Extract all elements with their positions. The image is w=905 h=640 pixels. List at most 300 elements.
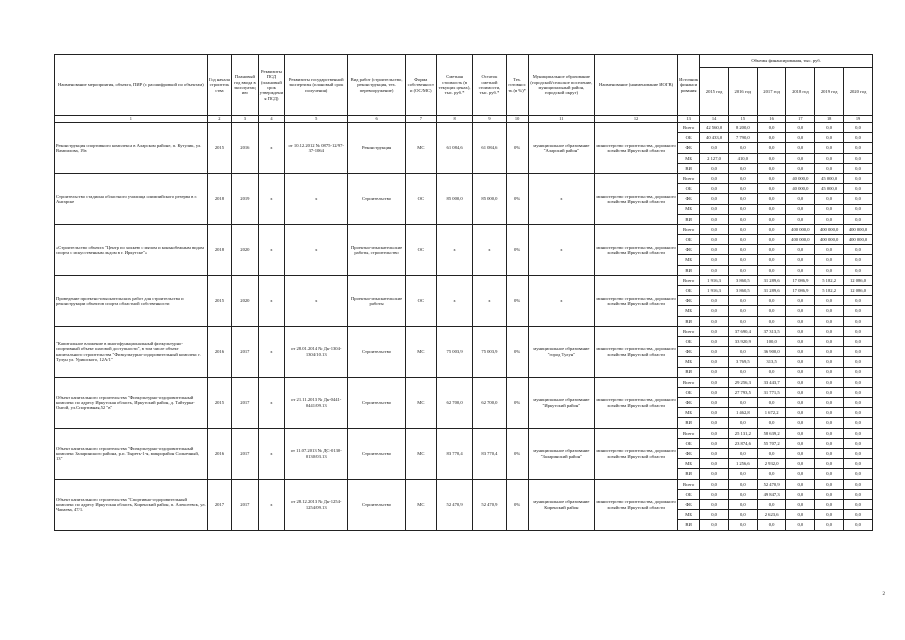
readiness: 0% xyxy=(506,377,528,428)
funding-value: 0,0 xyxy=(757,204,786,214)
funding-value: 0,0 xyxy=(728,398,757,408)
funding-value: 0,0 xyxy=(844,438,873,448)
funding-value: 0,0 xyxy=(700,224,729,234)
funding-value: 58 639,2 xyxy=(757,428,786,438)
psd-details: х xyxy=(258,123,285,174)
funding-value: 45 000,0 xyxy=(815,184,844,194)
psd-details: х xyxy=(258,479,285,530)
funding-value: 3 769,5 xyxy=(728,357,757,367)
funding-value: 0,0 xyxy=(815,520,844,530)
funding-value: 52 470,9 xyxy=(757,479,786,489)
year-commission: 2020 xyxy=(232,275,259,326)
funding-source: ОБ xyxy=(678,235,700,245)
funding-value: 0,0 xyxy=(700,367,729,377)
funding-value: 0,0 xyxy=(844,418,873,428)
expertise-details: от 11.07.2013 № ДС-0130-0130/03.13 xyxy=(285,428,348,479)
funding-source: МБ xyxy=(678,459,700,469)
psd-details: х xyxy=(258,224,285,275)
funding-value: 0,0 xyxy=(700,408,729,418)
estimated-cost: 61 084,6 xyxy=(436,123,473,174)
funding-value: 0,0 xyxy=(786,143,815,153)
funding-value: 0,0 xyxy=(844,184,873,194)
funding-value: 36 900,0 xyxy=(757,347,786,357)
funding-value: 0,0 xyxy=(844,296,873,306)
funding-value: 0,0 xyxy=(815,499,844,509)
municipality: муниципальное образование Киренский район xyxy=(528,479,594,530)
funding-value: 0,0 xyxy=(728,469,757,479)
municipality: х xyxy=(528,173,594,224)
recipient-org: министерство строительства, дорожного хозяйства Иркутской области xyxy=(595,275,678,326)
year-commission: 2017 xyxy=(232,479,259,530)
funding-value: 0,0 xyxy=(815,510,844,520)
estimated-cost: х xyxy=(436,224,473,275)
estimated-cost: 83 770,4 xyxy=(436,428,473,479)
funding-value: 0,0 xyxy=(815,347,844,357)
funding-value: 27 793,5 xyxy=(728,387,757,397)
municipality: муниципальное образование "Заларинский район" xyxy=(528,428,594,479)
funding-value: 0,0 xyxy=(786,245,815,255)
funding-value: 0,0 xyxy=(700,296,729,306)
funding-value: 0,0 xyxy=(728,520,757,530)
column-number-row xyxy=(55,116,873,123)
ownership: МС xyxy=(405,377,436,428)
funding-value: 0,0 xyxy=(844,204,873,214)
funding-value: 0,0 xyxy=(700,428,729,438)
funding-value: 0,0 xyxy=(815,398,844,408)
funding-value: 5 182,2 xyxy=(815,286,844,296)
funding-value: 1 916,3 xyxy=(700,286,729,296)
funding-value: 0,0 xyxy=(786,459,815,469)
funding-value: 0,0 xyxy=(815,479,844,489)
psd-details: х xyxy=(258,326,285,377)
remaining-cost: 52 470,9 xyxy=(473,479,506,530)
funding-value: 410,0 xyxy=(728,153,757,163)
funding-value: 0,0 xyxy=(757,224,786,234)
header-row-1 xyxy=(55,55,873,68)
readiness: 0% xyxy=(506,123,528,174)
funding-value: 0,0 xyxy=(786,489,815,499)
funding-value: 31 289,6 xyxy=(757,286,786,296)
funding-source: ВИ xyxy=(678,418,700,428)
funding-value: 33 443,7 xyxy=(757,377,786,387)
funding-value: 0,0 xyxy=(786,265,815,275)
recipient-org: министерство строительства, дорожного хозяйства Иркутской области xyxy=(595,377,678,428)
funding-value: 0,0 xyxy=(815,408,844,418)
column-number: 9 xyxy=(473,116,506,123)
funding-value: 2 623,6 xyxy=(757,510,786,520)
funding-value: 0,0 xyxy=(844,377,873,387)
object-name: Объект капитального строительства "Физкультурно-оздоровительный комплекс Заларинского района, р.п. Тыреть-1-я, микрорайон Солнечный, 13" xyxy=(55,428,208,479)
expertise-details: от 28.12.2013 № Дк-1254-1254/09.13 xyxy=(285,479,348,530)
funding-value: 0,0 xyxy=(757,265,786,275)
funding-value: 0,0 xyxy=(844,428,873,438)
funding-value: 0,0 xyxy=(815,296,844,306)
funding-value: 0,0 xyxy=(757,235,786,245)
funding-value: 0,0 xyxy=(757,143,786,153)
funding-source: ВИ xyxy=(678,214,700,224)
funding-source: ОБ xyxy=(678,387,700,397)
funding-value: 0,0 xyxy=(786,336,815,346)
column-number: 4 xyxy=(258,116,285,123)
header-remaining: Остаток сметной стоимости, тыс. руб.* xyxy=(473,55,506,116)
funding-value: 0,0 xyxy=(728,316,757,326)
funding-value: 100,0 xyxy=(757,336,786,346)
table-row xyxy=(55,428,873,438)
funding-source: ОБ xyxy=(678,133,700,143)
recipient-org: министерство строительства, дорожного хозяйства Иркутской области xyxy=(595,326,678,377)
table-body xyxy=(55,123,873,531)
funding-value: 17 086,9 xyxy=(786,275,815,285)
header-est-cost: Сметная стоимость (в текущих ценах), тыс. руб.* xyxy=(436,55,473,116)
table-row xyxy=(55,123,873,133)
funding-value: 0,0 xyxy=(844,265,873,275)
funding-source: Всего xyxy=(678,275,700,285)
funding-source: МБ xyxy=(678,306,700,316)
funding-value: 0,0 xyxy=(700,479,729,489)
funding-value: 0,0 xyxy=(700,469,729,479)
funding-value: 0,0 xyxy=(844,408,873,418)
psd-details: х xyxy=(258,377,285,428)
header-name: Наименование мероприятия, объекта, ПИР (с расшифровкой по объектам) xyxy=(55,55,208,116)
expertise-details: от 28.01.2014 № Дк-1304-1304/10.13 xyxy=(285,326,348,377)
funding-source: МБ xyxy=(678,255,700,265)
column-number: 13 xyxy=(678,116,700,123)
funding-value: 0,0 xyxy=(815,489,844,499)
object-name: Объект капитального строительства "Физкультурно-оздоровительный комплекс по адресу Иркутская область, Иркутский район, д. Тайтурка-Онгой, ул.Спортивная,52 "в" xyxy=(55,377,208,428)
header-year: 2016 год xyxy=(728,68,757,116)
funding-value: 0,0 xyxy=(786,326,815,336)
column-number: 1 xyxy=(55,116,208,123)
funding-source: ФБ xyxy=(678,398,700,408)
readiness: 0% xyxy=(506,326,528,377)
object-name: Строительство стадиона областного училища олимпийского резерва в г. Ангарске xyxy=(55,173,208,224)
funding-value: 400 000,0 xyxy=(844,224,873,234)
funding-source: ВИ xyxy=(678,163,700,173)
recipient-org: министерство строительства, дорожного хозяйства Иркутской области xyxy=(595,123,678,174)
funding-value: 0,0 xyxy=(786,204,815,214)
ownership: ОС xyxy=(405,173,436,224)
ownership: МС xyxy=(405,123,436,174)
work-type: Строительство xyxy=(348,428,406,479)
funding-value: 0,0 xyxy=(844,326,873,336)
funding-value: 400 000,0 xyxy=(786,235,815,245)
funding-value: 0,0 xyxy=(757,296,786,306)
funding-value: 0,0 xyxy=(786,449,815,459)
funding-source: ВИ xyxy=(678,367,700,377)
table-row xyxy=(55,173,873,183)
column-number: 19 xyxy=(844,116,873,123)
funding-value: 0,0 xyxy=(786,520,815,530)
funding-value: 0,0 xyxy=(728,204,757,214)
funding-value: 12 086,0 xyxy=(844,275,873,285)
funding-value: 0,0 xyxy=(757,163,786,173)
year-commission: 2016 xyxy=(232,123,259,174)
funding-value: 0,0 xyxy=(757,245,786,255)
funding-value: 0,0 xyxy=(728,255,757,265)
funding-value: 0,0 xyxy=(700,398,729,408)
object-name: Реконструкция спортивного комплекса в Аларском районе, п. Кутулик, ул. Вампилова, 19а xyxy=(55,123,208,174)
funding-source: ФБ xyxy=(678,245,700,255)
funding-value: 0,0 xyxy=(728,194,757,204)
ownership: ОС xyxy=(405,224,436,275)
funding-value: 0,0 xyxy=(700,449,729,459)
column-number: 14 xyxy=(700,116,729,123)
ownership: МС xyxy=(405,479,436,530)
funding-value: 0,0 xyxy=(844,499,873,509)
funding-value: 2 127,0 xyxy=(700,153,729,163)
funding-value: 0,0 xyxy=(728,296,757,306)
funding-value: 0,0 xyxy=(757,418,786,428)
funding-value: 0,0 xyxy=(700,438,729,448)
funding-value: 0,0 xyxy=(844,245,873,255)
funding-value: 0,0 xyxy=(844,143,873,153)
funding-value: 0,0 xyxy=(700,336,729,346)
funding-value: 0,0 xyxy=(757,398,786,408)
funding-value: 0,0 xyxy=(757,520,786,530)
funding-value: 0,0 xyxy=(728,347,757,357)
funding-value: 0,0 xyxy=(700,387,729,397)
expertise-details: х xyxy=(285,224,348,275)
funding-source: ВИ xyxy=(678,316,700,326)
recipient-org: министерство строительства, дорожного хозяйства Иркутской области xyxy=(595,428,678,479)
funding-value: 0,0 xyxy=(786,123,815,133)
funding-value: 3 860,5 xyxy=(728,275,757,285)
funding-value: 0,0 xyxy=(844,510,873,520)
year-commission: 2019 xyxy=(232,173,259,224)
year-start: 2016 xyxy=(207,428,231,479)
funding-value: 0,0 xyxy=(786,316,815,326)
funding-value: 0,0 xyxy=(700,306,729,316)
year-start: 2015 xyxy=(207,123,231,174)
funding-value: 0,0 xyxy=(815,214,844,224)
funding-value: 0,0 xyxy=(757,214,786,224)
funding-value: 37 690,4 xyxy=(728,326,757,336)
estimated-cost: 85 000,0 xyxy=(436,173,473,224)
funding-value: 0,0 xyxy=(815,418,844,428)
funding-value: 0,0 xyxy=(728,224,757,234)
readiness: 0% xyxy=(506,173,528,224)
funding-value: 0,0 xyxy=(786,255,815,265)
funding-value: 0,0 xyxy=(786,479,815,489)
object-name: Объект капитального строительства "Спортивно-оздоровительный комплекс по адресу Иркутская область, Киренский район, п. Алексеевск, ул. Чапаева, 47/1. xyxy=(55,479,208,530)
funding-value: 0,0 xyxy=(757,153,786,163)
funding-source: ФБ xyxy=(678,296,700,306)
municipality: муниципальное образование "Аларский район" xyxy=(528,123,594,174)
funding-value: 0,0 xyxy=(844,194,873,204)
page-number: 2 xyxy=(882,592,885,597)
funding-value: 0,0 xyxy=(700,418,729,428)
funding-source: ФБ xyxy=(678,194,700,204)
object-name: "Капитальное вложение в многофункциональный физкультурно-спортивный объект шаговой доступности", в том числе объект капитального строительства "Физкультурно-оздоровительный комплекс г. Тулун ул. Уришского, 12А/1" xyxy=(55,326,208,377)
municipality: муниципальное образование "Иркутский район" xyxy=(528,377,594,428)
year-start: 2018 xyxy=(207,224,231,275)
funding-value: 55 707,2 xyxy=(757,438,786,448)
funding-value: 0,0 xyxy=(700,235,729,245)
ownership: МС xyxy=(405,428,436,479)
column-number: 11 xyxy=(528,116,594,123)
remaining-cost: 61 084,6 xyxy=(473,123,506,174)
funding-value: 0,0 xyxy=(700,326,729,336)
funding-value: 0,0 xyxy=(815,326,844,336)
year-start: 2016 xyxy=(207,326,231,377)
funding-source: ОБ xyxy=(678,438,700,448)
funding-source: Всего xyxy=(678,428,700,438)
funding-source: ВИ xyxy=(678,469,700,479)
funding-value: 0,0 xyxy=(844,489,873,499)
funding-value: 0,0 xyxy=(815,438,844,448)
funding-value: 0,0 xyxy=(757,194,786,204)
remaining-cost: 62 700,0 xyxy=(473,377,506,428)
funding-value: 0,0 xyxy=(786,510,815,520)
funding-value: 0,0 xyxy=(757,123,786,133)
funding-value: 40 433,0 xyxy=(700,133,729,143)
funding-value: 400 000,0 xyxy=(786,224,815,234)
funding-value: 0,0 xyxy=(757,133,786,143)
ownership: ОС xyxy=(405,275,436,326)
funding-value: 37 313,5 xyxy=(757,326,786,336)
funding-value: 0,0 xyxy=(786,398,815,408)
municipality: х xyxy=(528,275,594,326)
funding-source: Всего xyxy=(678,123,700,133)
column-number: 10 xyxy=(506,116,528,123)
column-number: 6 xyxy=(348,116,406,123)
funding-value: 0,0 xyxy=(844,123,873,133)
funding-value: 0,0 xyxy=(700,214,729,224)
column-number: 8 xyxy=(436,116,473,123)
funding-value: 0,0 xyxy=(844,459,873,469)
column-number: 17 xyxy=(786,116,815,123)
column-number: 16 xyxy=(757,116,786,123)
funding-value: 0,0 xyxy=(815,336,844,346)
funding-value: 0,0 xyxy=(815,449,844,459)
funding-value: 0,0 xyxy=(700,194,729,204)
funding-source: Всего xyxy=(678,377,700,387)
funding-source: ФБ xyxy=(678,449,700,459)
funding-value: 0,0 xyxy=(728,163,757,173)
funding-value: 0,0 xyxy=(786,469,815,479)
funding-source: МБ xyxy=(678,204,700,214)
funding-source: МБ xyxy=(678,408,700,418)
funding-value: 0,0 xyxy=(700,459,729,469)
funding-source: Всего xyxy=(678,224,700,234)
funding-value: 0,0 xyxy=(815,428,844,438)
funding-value: 0,0 xyxy=(700,489,729,499)
funding-value: 0,0 xyxy=(786,387,815,397)
work-type: Проектно-изыскательские работы, строительство xyxy=(348,224,406,275)
funding-value: 0,0 xyxy=(700,357,729,367)
funding-value: 0,0 xyxy=(757,469,786,479)
year-commission: 2017 xyxy=(232,428,259,479)
funding-value: 0,0 xyxy=(815,163,844,173)
funding-value: 0,0 xyxy=(757,306,786,316)
estimated-cost: 52 470,9 xyxy=(436,479,473,530)
funding-source: МБ xyxy=(678,153,700,163)
funding-source: ОБ xyxy=(678,184,700,194)
funding-value: 0,0 xyxy=(728,479,757,489)
funding-value: 0,0 xyxy=(728,245,757,255)
funding-source: ОБ xyxy=(678,489,700,499)
header-expertise: Реквизиты государственной экспертизы (плановый срок получения) xyxy=(285,55,348,116)
work-type: Строительство xyxy=(348,326,406,377)
funding-value: 0,0 xyxy=(786,438,815,448)
column-number: 18 xyxy=(815,116,844,123)
funding-value: 0,0 xyxy=(815,133,844,143)
funding-source: ФБ xyxy=(678,499,700,509)
header-year-commission: Плановый год ввода в эксплуатацию xyxy=(232,55,259,116)
funding-value: 0,0 xyxy=(815,357,844,367)
funding-value: 0,0 xyxy=(700,520,729,530)
funding-value: 0,0 xyxy=(700,204,729,214)
header-year: 2018 год xyxy=(786,68,815,116)
expertise-details: х xyxy=(285,275,348,326)
funding-source: ФБ xyxy=(678,143,700,153)
funding-value: 0,0 xyxy=(786,428,815,438)
funding-table xyxy=(54,54,873,531)
funding-value: 0,0 xyxy=(700,377,729,387)
year-start: 2018 xyxy=(207,173,231,224)
funding-value: 29 256,3 xyxy=(728,377,757,387)
funding-source: Всего xyxy=(678,173,700,183)
funding-value: 0,0 xyxy=(786,418,815,428)
funding-value: 0,0 xyxy=(815,204,844,214)
funding-source: ФБ xyxy=(678,347,700,357)
column-number: 2 xyxy=(207,116,231,123)
header-funding-group: Объемы финансирования, тыс. руб. xyxy=(700,55,873,68)
funding-value: 0,0 xyxy=(844,133,873,143)
year-start: 2015 xyxy=(207,377,231,428)
funding-value: 0,0 xyxy=(844,469,873,479)
recipient-org: министерство строительства, дорожного хозяйства Иркутской области xyxy=(595,173,678,224)
funding-value: 25 131,2 xyxy=(728,428,757,438)
funding-source: МБ xyxy=(678,510,700,520)
year-commission: 2020 xyxy=(232,224,259,275)
header-year: 2020 год xyxy=(844,68,873,116)
municipality: х xyxy=(528,224,594,275)
funding-value: 0,0 xyxy=(728,367,757,377)
funding-value: 0,0 xyxy=(700,143,729,153)
funding-value: 0,0 xyxy=(757,499,786,509)
funding-value: 0,0 xyxy=(757,449,786,459)
funding-value: 0,0 xyxy=(728,235,757,245)
table-row xyxy=(55,377,873,387)
ownership: МС xyxy=(405,326,436,377)
funding-value: 0,0 xyxy=(757,184,786,194)
funding-value: 0,0 xyxy=(700,510,729,520)
funding-value: 0,0 xyxy=(815,306,844,316)
funding-value: 0,0 xyxy=(786,163,815,173)
funding-source: Всего xyxy=(678,479,700,489)
column-number: 12 xyxy=(595,116,678,123)
funding-value: 0,0 xyxy=(786,377,815,387)
funding-value: 5 182,2 xyxy=(815,275,844,285)
funding-value: 0,0 xyxy=(728,214,757,224)
estimated-cost: 75 003,9 xyxy=(436,326,473,377)
table-row xyxy=(55,326,873,336)
work-type: Строительство xyxy=(348,377,406,428)
funding-value: 0,0 xyxy=(844,214,873,224)
psd-details: х xyxy=(258,428,285,479)
funding-value: 45 000,0 xyxy=(815,173,844,183)
year-start: 2015 xyxy=(207,275,231,326)
funding-value: 49 847,3 xyxy=(757,489,786,499)
header-sources: Источник финансирования xyxy=(678,55,700,116)
funding-value: 0,0 xyxy=(844,347,873,357)
remaining-cost: х xyxy=(473,275,506,326)
funding-value: 1 462,8 xyxy=(728,408,757,418)
funding-source: ОБ xyxy=(678,336,700,346)
funding-value: 12 086,0 xyxy=(844,286,873,296)
header-municipality: Муниципальное образование (городской/сельское поселение, муниципальный район, городской округ) xyxy=(528,55,594,116)
